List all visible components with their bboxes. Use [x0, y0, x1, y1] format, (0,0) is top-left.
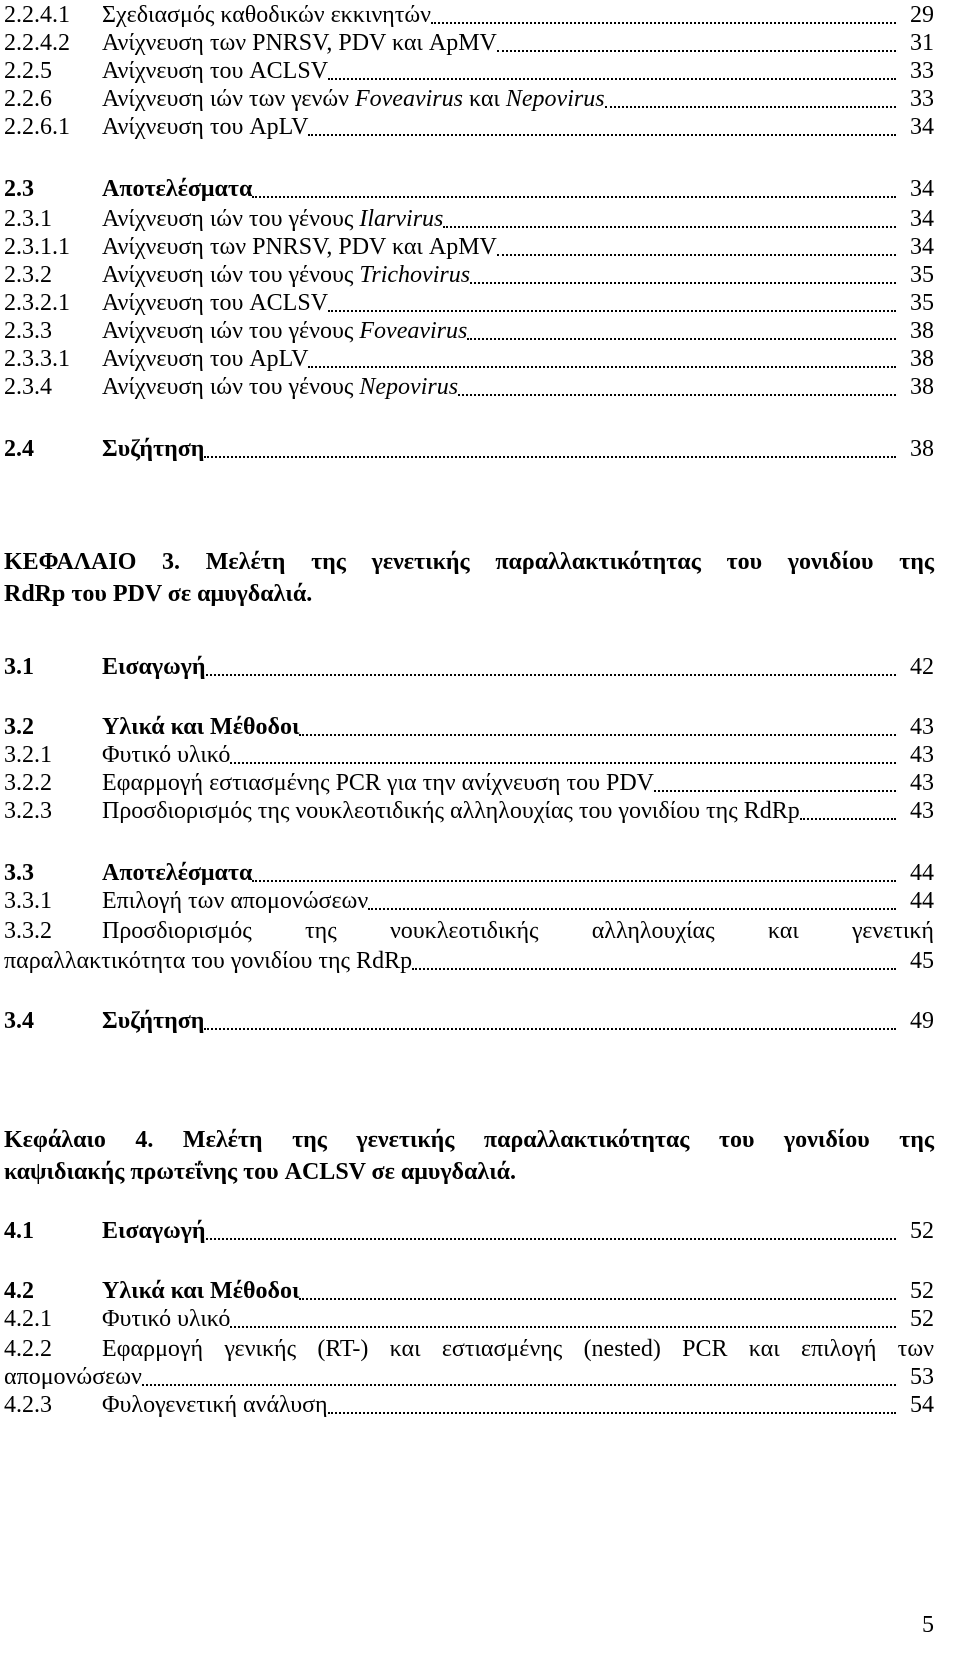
toc-entry[interactable]: [4, 288, 934, 318]
entry-title-line2: απομονώσεων: [4, 1364, 142, 1390]
chapter-title-line: Κεφάλαιο 4. Μελέτη της γενετικής παραλλακτικότητας του γονιδίου της: [4, 1127, 934, 1153]
toc-entry[interactable]: [4, 232, 934, 262]
entry-number: 4.2: [4, 1278, 34, 1304]
toc-entry[interactable]: [4, 768, 934, 798]
entry-title: Ανίχνευση του ApLV: [102, 346, 309, 372]
toc-entry[interactable]: [4, 56, 934, 86]
toc-entry[interactable]: [4, 0, 934, 30]
entry-page: 33: [910, 86, 934, 112]
entry-number: 3.2.1: [4, 742, 52, 768]
entry-number: 2.3.4: [4, 374, 52, 400]
entry-title: Εισαγωγή: [102, 1218, 206, 1244]
toc-entry[interactable]: [4, 712, 934, 742]
toc-entry[interactable]: [4, 858, 934, 888]
toc-entry[interactable]: [4, 1304, 934, 1334]
dot-leader: [443, 226, 896, 228]
dot-leader: [328, 1412, 896, 1414]
entry-number: 2.3.1.1: [4, 234, 70, 260]
entry-number: 2.3.3.1: [4, 346, 70, 372]
dot-leader: [412, 968, 896, 970]
toc-entry[interactable]: [4, 344, 934, 374]
dot-leader: [328, 310, 896, 312]
toc-entry[interactable]: [4, 1276, 934, 1306]
entry-title: Υλικά και Μέθοδοι: [102, 714, 300, 740]
entry-page: 35: [910, 262, 934, 288]
entry-title: Ανίχνευση ιών των γενών Foveavirus και Nepovirus: [102, 86, 605, 112]
dot-leader: [800, 818, 896, 820]
dot-leader: [230, 762, 896, 764]
entry-number: 2.2.4.2: [4, 30, 70, 56]
chapter-title-line: ΚΕΦΑΛΑΙΟ 3. Μελέτη της γενετικής παραλλακτικότητας του γονιδίου της: [4, 549, 934, 575]
dot-leader: [252, 196, 896, 198]
entry-title: Εφαρμογή εστιασμένης PCR για την ανίχνευση του PDV: [102, 770, 654, 796]
entry-title: Φυλογενετική ανάλυση: [102, 1392, 328, 1418]
toc-entry[interactable]: [4, 174, 934, 204]
dot-leader: [431, 22, 896, 24]
dot-leader: [252, 880, 896, 882]
toc-entry[interactable]: [4, 112, 934, 142]
entry-number: 3.3.2: [4, 918, 52, 944]
entry-number: 2.3: [4, 176, 34, 202]
entry-title-line1: Προσδιορισμός της νουκλεοτιδικής αλληλουχίας και γενετική: [102, 918, 934, 944]
entry-number: 4.1: [4, 1218, 34, 1244]
entry-number: 3.4: [4, 1008, 34, 1034]
entry-page: 38: [910, 374, 934, 400]
entry-title: Φυτικό υλικό: [102, 1306, 231, 1332]
dot-leader: [470, 282, 896, 284]
entry-title-line1: Εφαρμογή γενικής (RT-) και εστιασμένης (nested) PCR και επιλογή των: [102, 1336, 934, 1362]
entry-title: Ανίχνευση ιών του γένους Foveavirus: [102, 318, 468, 344]
entry-title: Εισαγωγή: [102, 654, 206, 680]
entry-page: 38: [910, 318, 934, 344]
entry-title: Συζήτηση: [102, 436, 205, 462]
toc-entry-wrapped[interactable]: [4, 916, 934, 946]
entry-page: 33: [910, 58, 934, 84]
entry-title: Ανίχνευση των PNRSV, PDV και ApMV: [102, 234, 497, 260]
entry-page: 43: [910, 798, 934, 824]
entry-page: 54: [910, 1392, 934, 1418]
entry-page: 34: [910, 234, 934, 260]
entry-page: 45: [910, 948, 934, 974]
entry-number: 2.4: [4, 436, 34, 462]
entry-title: Αποτελέσματα: [102, 176, 253, 202]
toc-entry[interactable]: [4, 84, 934, 114]
entry-number: 2.2.5: [4, 58, 52, 84]
entry-number: 3.3: [4, 860, 34, 886]
toc-entry[interactable]: [4, 434, 934, 464]
toc-entry[interactable]: [4, 652, 934, 682]
toc-entry-wrapped[interactable]: [4, 1334, 934, 1364]
dot-leader: [497, 50, 896, 52]
dot-leader: [467, 338, 896, 340]
dot-leader: [206, 1238, 896, 1240]
entry-number: 2.3.2: [4, 262, 52, 288]
chapter-title-line: καψιδιακής πρωτεΐνης του ACLSV σε αμυγδαλιά.: [4, 1159, 517, 1185]
entry-number: 3.3.1: [4, 888, 52, 914]
toc-entry[interactable]: [4, 796, 934, 826]
entry-title: Συζήτηση: [102, 1008, 205, 1034]
dot-leader: [204, 456, 896, 458]
dot-leader: [308, 134, 896, 136]
entry-page: 34: [910, 114, 934, 140]
entry-title-line2: παραλλακτικότητα του γονιδίου της RdRp: [4, 948, 413, 974]
entry-title: Ανίχνευση του ApLV: [102, 114, 309, 140]
entry-page: 29: [910, 2, 934, 28]
entry-page: 38: [910, 346, 934, 372]
entry-page: 34: [910, 176, 934, 202]
entry-number: 4.2.3: [4, 1392, 52, 1418]
entry-page: 38: [910, 436, 934, 462]
entry-title: Ανίχνευση του ACLSV: [102, 58, 329, 84]
toc-entry[interactable]: [4, 740, 934, 770]
entry-page: 53: [910, 1364, 934, 1390]
toc-entry[interactable]: [4, 372, 934, 402]
toc-entry[interactable]: [4, 1390, 934, 1420]
entry-number: 4.2.1: [4, 1306, 52, 1332]
entry-number: 3.2.2: [4, 770, 52, 796]
dot-leader: [458, 394, 896, 396]
entry-number: 2.3.1: [4, 206, 52, 232]
entry-number: 2.2.4.1: [4, 2, 70, 28]
dot-leader: [368, 908, 896, 910]
entry-title: Ανίχνευση ιών του γένους Nepovirus: [102, 374, 459, 400]
entry-title: Φυτικό υλικό: [102, 742, 231, 768]
entry-number: 4.2.2: [4, 1336, 52, 1362]
entry-title: Ανίχνευση του ACLSV: [102, 290, 329, 316]
chapter-title-line: RdRp του PDV σε αμυγδαλιά.: [4, 581, 313, 607]
entry-title: Ανίχνευση ιών του γένους Ilarvirus: [102, 206, 444, 232]
toc-entry[interactable]: [4, 1006, 934, 1036]
dot-leader: [605, 106, 896, 108]
entry-number: 2.2.6.1: [4, 114, 70, 140]
entry-number: 2.3.3: [4, 318, 52, 344]
toc-entry[interactable]: [4, 1216, 934, 1246]
page-number: 5: [922, 1612, 934, 1638]
entry-page: 49: [910, 1008, 934, 1034]
entry-title: Υλικά και Μέθοδοι: [102, 1278, 300, 1304]
toc-entry-wrapped-cont[interactable]: [4, 1362, 934, 1392]
chapter-4-heading[interactable]: [4, 1124, 934, 1188]
dot-leader: [308, 366, 896, 368]
toc-entry[interactable]: [4, 28, 934, 58]
entry-page: 31: [910, 30, 934, 56]
dot-leader: [230, 1326, 896, 1328]
entry-number: 3.2.3: [4, 798, 52, 824]
entry-title: Ανίχνευση ιών του γένους Trichovirus: [102, 262, 471, 288]
entry-page: 42: [910, 654, 934, 680]
dot-leader: [654, 790, 896, 792]
entry-page: 52: [910, 1278, 934, 1304]
dot-leader: [204, 1028, 896, 1030]
dot-leader: [299, 734, 896, 736]
dot-leader: [497, 254, 896, 256]
entry-page: 44: [910, 860, 934, 886]
entry-page: 52: [910, 1218, 934, 1244]
entry-number: 2.3.2.1: [4, 290, 70, 316]
toc-entry-wrapped-cont[interactable]: [4, 946, 934, 976]
entry-title: Αποτελέσματα: [102, 860, 253, 886]
entry-title: Ανίχνευση των PNRSV, PDV και ApMV: [102, 30, 497, 56]
chapter-3-heading[interactable]: [4, 546, 934, 610]
entry-title: Επιλογή των απομονώσεων: [102, 888, 369, 914]
toc-entry[interactable]: [4, 316, 934, 346]
dot-leader: [142, 1384, 896, 1386]
entry-page: 44: [910, 888, 934, 914]
entry-page: 52: [910, 1306, 934, 1332]
dot-leader: [328, 78, 896, 80]
entry-number: 3.1: [4, 654, 34, 680]
entry-page: 43: [910, 742, 934, 768]
dot-leader: [206, 674, 896, 676]
toc-entry[interactable]: [4, 204, 934, 234]
toc-entry[interactable]: [4, 260, 934, 290]
entry-page: 34: [910, 206, 934, 232]
entry-number: 3.2: [4, 714, 34, 740]
entry-page: 43: [910, 714, 934, 740]
entry-page: 43: [910, 770, 934, 796]
dot-leader: [299, 1298, 896, 1300]
entry-title: Προσδιορισμός της νουκλεοτιδικής αλληλουχίας του γονιδίου της RdRp: [102, 798, 800, 824]
toc-entry[interactable]: [4, 886, 934, 916]
entry-title: Σχεδιασμός καθοδικών εκκινητών: [102, 2, 432, 28]
entry-number: 2.2.6: [4, 86, 52, 112]
entry-page: 35: [910, 290, 934, 316]
